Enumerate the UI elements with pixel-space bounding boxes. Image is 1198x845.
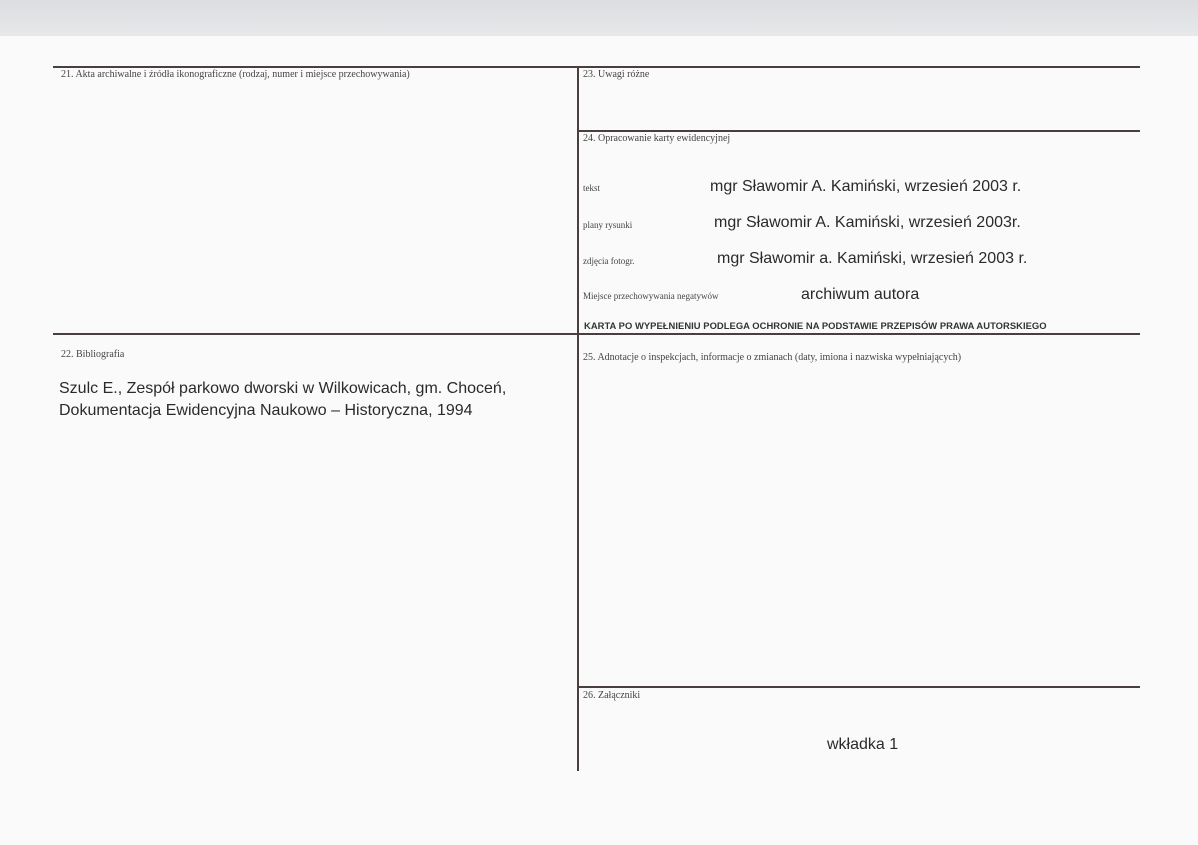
attachment-value: wkładka 1 <box>827 736 899 753</box>
rule-26 <box>578 686 1140 688</box>
section-21-label: 21. Akta archiwalne i źródła ikonograficzne (rodzaj, numer i miejsce przechowywania) <box>61 69 410 80</box>
top-rule <box>53 66 1140 68</box>
section-23-label: 23. Uwagi różne <box>583 69 650 80</box>
section-26-label: 26. Załączniki <box>583 690 641 701</box>
row-zdjecia-label: zdjęcia fotogr. <box>583 256 635 266</box>
row-plany-label: plany rysunki <box>583 220 633 230</box>
row-plany-value: mgr Sławomir A. Kamiński, wrzesień 2003r. <box>714 214 1021 231</box>
copyright-notice: KARTA PO WYPEŁNIENIU PODLEGA OCHRONIE NA PODSTAWIE PRZEPISÓW PRAWA AUTORSKIEGO <box>584 320 1047 331</box>
row-tekst-label: tekst <box>583 183 600 193</box>
bibliography-line-1: Szulc E., Zespół parkowo dworski w Wilkowicach, gm. Choceń, <box>59 380 507 397</box>
row-negatywy-label: Miejsce przechowywania negatywów <box>583 291 719 301</box>
scan-top-band <box>0 0 1198 38</box>
row-zdjecia-value: mgr Sławomir a. Kamiński, wrzesień 2003 r. <box>717 250 1028 267</box>
form-sheet <box>0 36 1198 845</box>
row-tekst-value: mgr Sławomir A. Kamiński, wrzesień 2003 r. <box>710 178 1022 195</box>
center-divider <box>577 66 579 771</box>
section-22-label: 22. Bibliografia <box>61 349 125 360</box>
row-negatywy-value: archiwum autora <box>801 286 920 303</box>
bibliography-line-2: Dokumentacja Ewidencyjna Naukowo – Historyczna, 1994 <box>59 402 473 419</box>
rule-24 <box>578 130 1140 132</box>
middle-rule <box>53 333 1140 335</box>
bibliography-text <box>59 378 506 422</box>
section-24-label: 24. Opracowanie karty ewidencyjnej <box>583 133 731 144</box>
section-25-label: 25. Adnotacje o inspekcjach, informacje o zmianach (daty, imiona i nazwiska wypełniających) <box>583 352 962 363</box>
